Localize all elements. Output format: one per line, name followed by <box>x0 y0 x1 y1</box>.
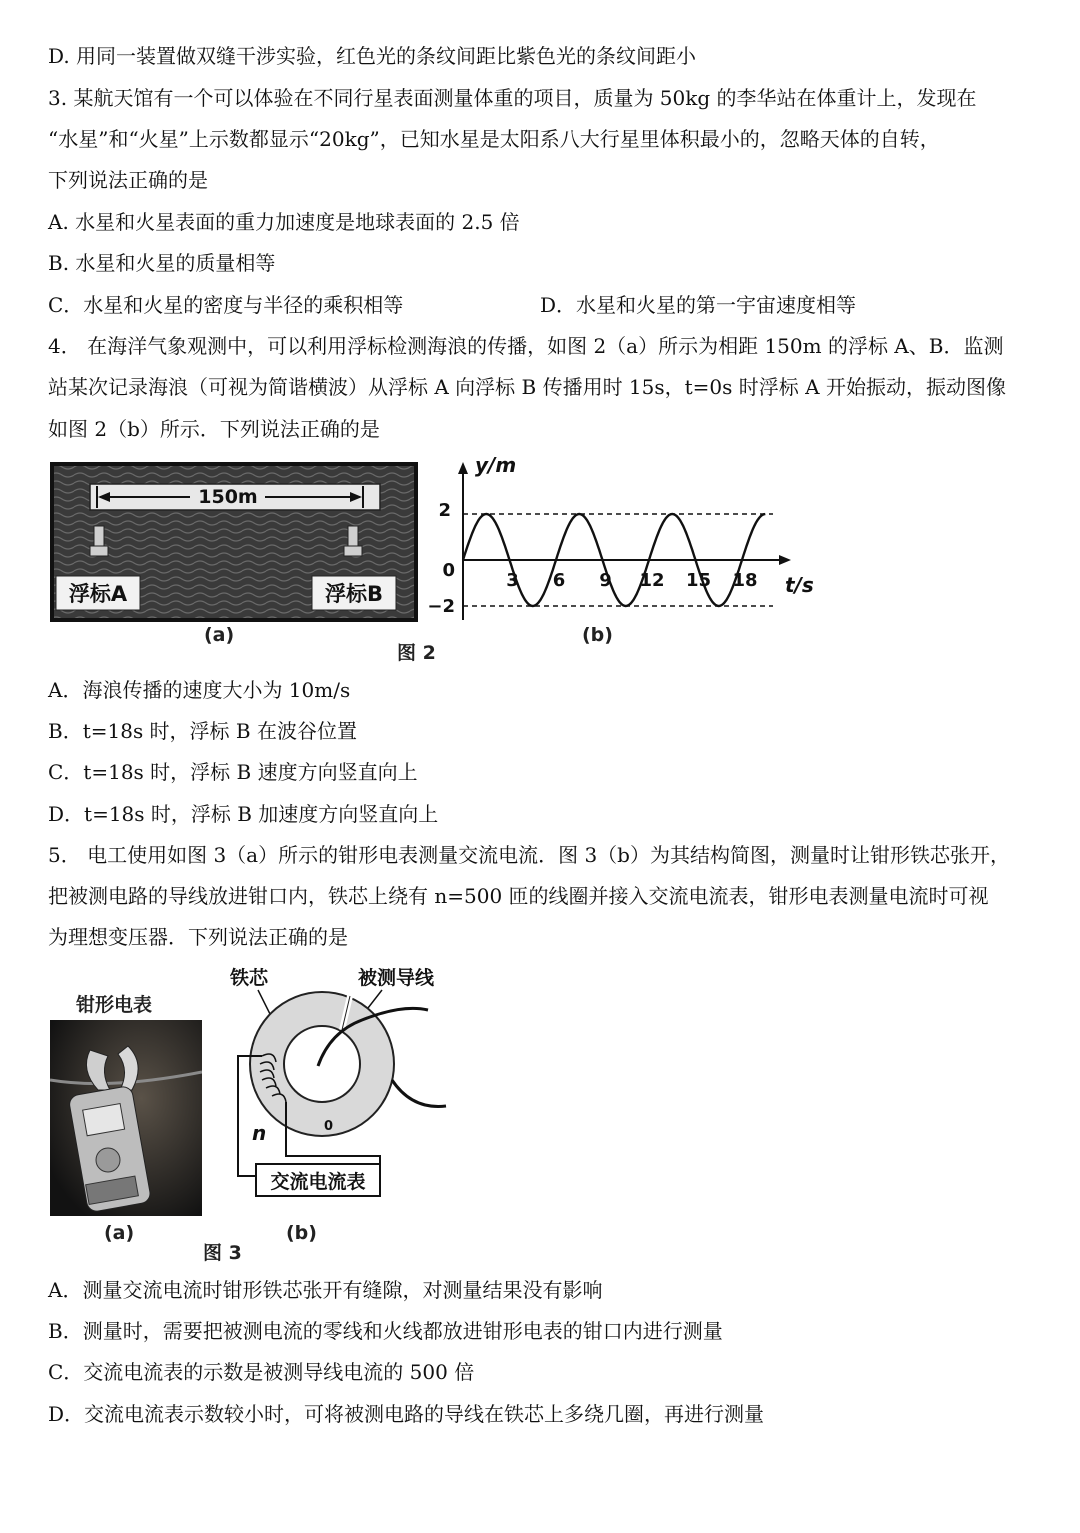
y-tick-neg2: −2 <box>427 596 455 617</box>
q5-option-a: A．测量交流电流时钳形铁芯张开有缝隙，对测量结果没有影响 <box>48 1278 603 1302</box>
q2-option-d: D. 用同一装置做双缝干涉实验，红色光的条纹间距比紫色光的条纹间距小 <box>48 44 697 68</box>
q4-option-d: D．t=18s 时，浮标 B 加速度方向竖直向上 <box>48 802 439 826</box>
figure-3a-title: 钳形电表 <box>76 994 153 1016</box>
y-tick-2: 2 <box>438 500 451 521</box>
q4-stem-line2: 站某次记录海浪（可视为简谐横波）从浮标 A 向浮标 B 传播用时 15s，t=0s 时浮标 A 开始振动，振动图像 <box>48 375 1006 399</box>
q3-stem-line1: 3. 某航天馆有一个可以体验在不同行星表面测量体重的项目，质量为 50kg 的李华站在体重计上，发现在 <box>48 86 977 110</box>
figure-3a-photo <box>50 1020 202 1216</box>
figure-3-caption: 图 3 <box>203 1242 242 1264</box>
q3-option-b: B. 水星和火星的质量相等 <box>48 251 276 275</box>
q3-option-d: D．水星和火星的第一宇宙速度相等 <box>540 293 857 317</box>
figure-3b-caption: (b) <box>286 1222 317 1244</box>
x-tick-3: 3 <box>506 570 519 591</box>
x-tick-15: 15 <box>685 570 712 591</box>
y-tick-0: 0 <box>442 560 455 581</box>
figure-2a-caption: (a) <box>204 624 235 646</box>
q5-option-c: C．交流电流表的示数是被测导线电流的 500 倍 <box>48 1360 475 1384</box>
distance-label: 150m <box>198 486 258 508</box>
x-tick-12: 12 <box>639 570 665 591</box>
figure-2b-graph <box>425 452 825 632</box>
q5-stem-line2: 把被测电路的导线放进钳口内，铁芯上绕有 n=500 匝的线圈并接入交流电流表，钳形电表测量电流时可视 <box>48 884 989 908</box>
y-axis-arrow-icon <box>458 462 468 474</box>
buoy-a-label: 浮标A <box>68 582 128 606</box>
q5-stem-line3: 为理想变压器．下列说法正确的是 <box>48 925 348 949</box>
iron-core-label: 铁芯 <box>230 967 269 989</box>
q4-option-b: B．t=18s 时，浮标 B 在波谷位置 <box>48 719 357 743</box>
figure-2b-caption: (b) <box>582 624 613 646</box>
x-tick-18: 18 <box>732 570 758 591</box>
y-axis-label: y/m <box>475 453 517 477</box>
ac-ammeter-label: 交流电流表 <box>270 1171 366 1193</box>
figure-2-caption: 图 2 <box>397 642 436 664</box>
figure-3b-diagram <box>222 960 452 1212</box>
measured-wire-label: 被测导线 <box>358 967 435 989</box>
x-tick-9: 9 <box>599 570 612 591</box>
q4-stem-line1: 4． 在海洋气象观测中，可以利用浮标检测海浪的传播，如图 2（a）所示为相距 150m 的浮标 A、B．监测 <box>48 334 1004 358</box>
coil-turns-label: n <box>252 1121 267 1145</box>
x-axis-arrow-icon <box>779 555 791 565</box>
q3-option-a: A. 水星和火星表面的重力加速度是地球表面的 2.5 倍 <box>48 210 520 234</box>
x-tick-6: 6 <box>552 570 566 591</box>
x-axis-label: t/s <box>785 573 814 597</box>
q5-option-d: D．交流电流表示数较小时，可将被测电路的导线在铁芯上多绕几圈，再进行测量 <box>48 1402 765 1426</box>
q3-option-c: C．水星和火星的密度与半径的乘积相等 <box>48 293 404 317</box>
q5-stem-line1: 5． 电工使用如图 3（a）所示的钳形电表测量交流电流．图 3（b）为其结构简图，测量时让钳形铁芯张开， <box>48 843 1010 867</box>
q4-stem-line3: 如图 2（b）所示．下列说法正确的是 <box>48 417 380 441</box>
figure-2a-photo <box>50 462 418 622</box>
q5-option-b: B．测量时，需要把被测电流的零线和火线都放进钳形电表的钳口内进行测量 <box>48 1319 723 1343</box>
q4-option-c: C．t=18s 时，浮标 B 速度方向竖直向上 <box>48 760 418 784</box>
vibration-chart <box>425 452 825 632</box>
q4-option-a: A．海浪传播的速度大小为 10m/s <box>48 678 351 702</box>
q3-stem-line3: 下列说法正确的是 <box>48 168 208 192</box>
figure-3a-caption: (a) <box>104 1222 135 1244</box>
q3-stem-line2: “水星”和“火星”上示数都显示“20kg”，已知水星是太阳系八大行星里体积最小的，忽略天体的自转， <box>48 127 940 151</box>
buoy-b-label: 浮标B <box>324 582 384 606</box>
terminal-zero-label: 0 <box>324 1119 334 1134</box>
